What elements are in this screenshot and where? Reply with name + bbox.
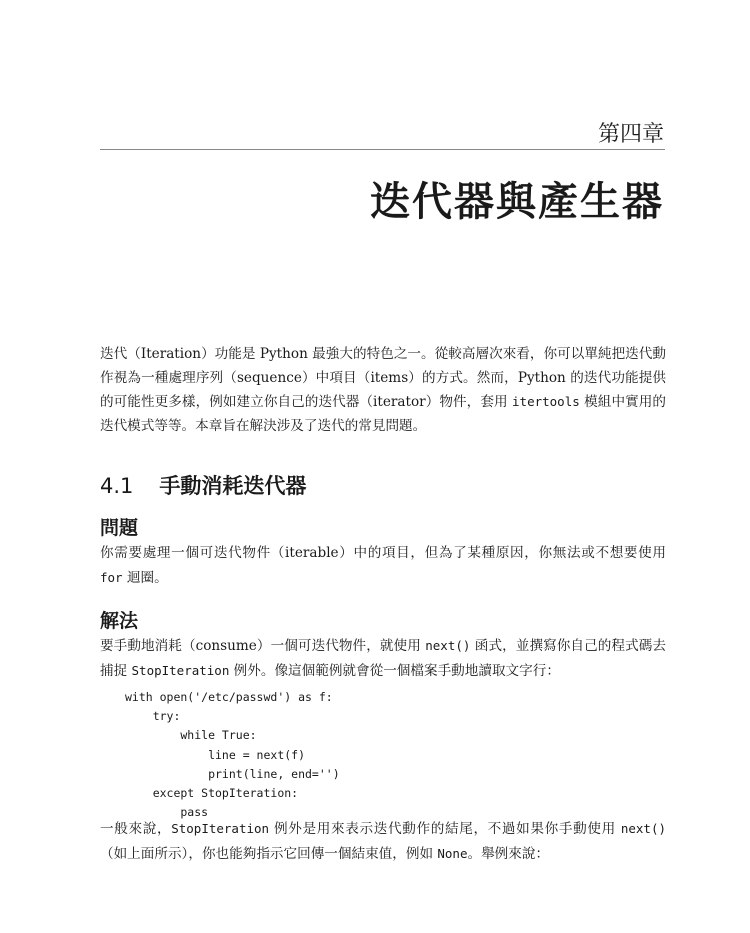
inline-code: None	[437, 845, 468, 861]
inline-code: StopIteration	[131, 662, 230, 678]
text: 一般來說，	[100, 821, 172, 837]
solution-heading: 解法	[100, 610, 139, 632]
chapter-rule	[100, 149, 665, 150]
problem-heading: 問題	[100, 517, 139, 539]
inline-code: StopIteration	[171, 821, 270, 836]
problem-paragraph	[100, 542, 666, 590]
text: 模組中實用的迭代模式等等。本章旨在解決涉及了迭代的常見問題。	[100, 394, 667, 434]
outro-paragraph	[100, 817, 666, 866]
section-number: 4.1	[100, 474, 134, 498]
text: 迴圈。	[122, 569, 168, 586]
inline-code: next()	[620, 821, 667, 836]
text: 要手動地消耗（consume）一個可迭代物件，就使用	[100, 638, 426, 654]
code-block: with open('/etc/passwd') as f: try: while True: line = next(f) print(line, end='') except StopIteration: pass	[125, 690, 340, 820]
text: （如上面所示），你也能夠指示它回傳一個結束值，例如	[100, 845, 438, 862]
inline-code: itertools	[512, 394, 580, 409]
intro-paragraph	[100, 343, 666, 438]
text: 例外。像這個範例就會從一個檔案手動地讀取文字行：	[229, 662, 560, 679]
text: 函式，並撰寫你自己的程式碼去捕捉	[100, 638, 666, 679]
chapter-title: 迭代器與產生器	[370, 179, 664, 225]
text: 你需要處理一個可迭代物件（iterable）中的項目，但為了某種原因，你無法或不想要使用	[100, 545, 666, 561]
inline-code: for	[100, 569, 123, 585]
text: 例外是用來表示迭代動作的結尾，不過如果你手動使用	[269, 821, 621, 837]
section-heading	[100, 470, 306, 500]
section-title: 手動消耗迭代器	[159, 474, 307, 498]
text: 迭代（Iteration）功能是 Python 最強大的特色之一。從較高層次來看，你可以單純把迭代動作視為一種處理序列（sequence）中項目（items）的方式。然而，Python 的迭代功能提供的可能性更多樣，例如建立你自己的迭代器（iterator）物件，套用	[100, 346, 666, 410]
solution-paragraph	[100, 634, 666, 683]
inline-code: next()	[425, 638, 471, 653]
text: 。舉例來說：	[467, 845, 550, 862]
chapter-label: 第四章	[597, 122, 664, 147]
